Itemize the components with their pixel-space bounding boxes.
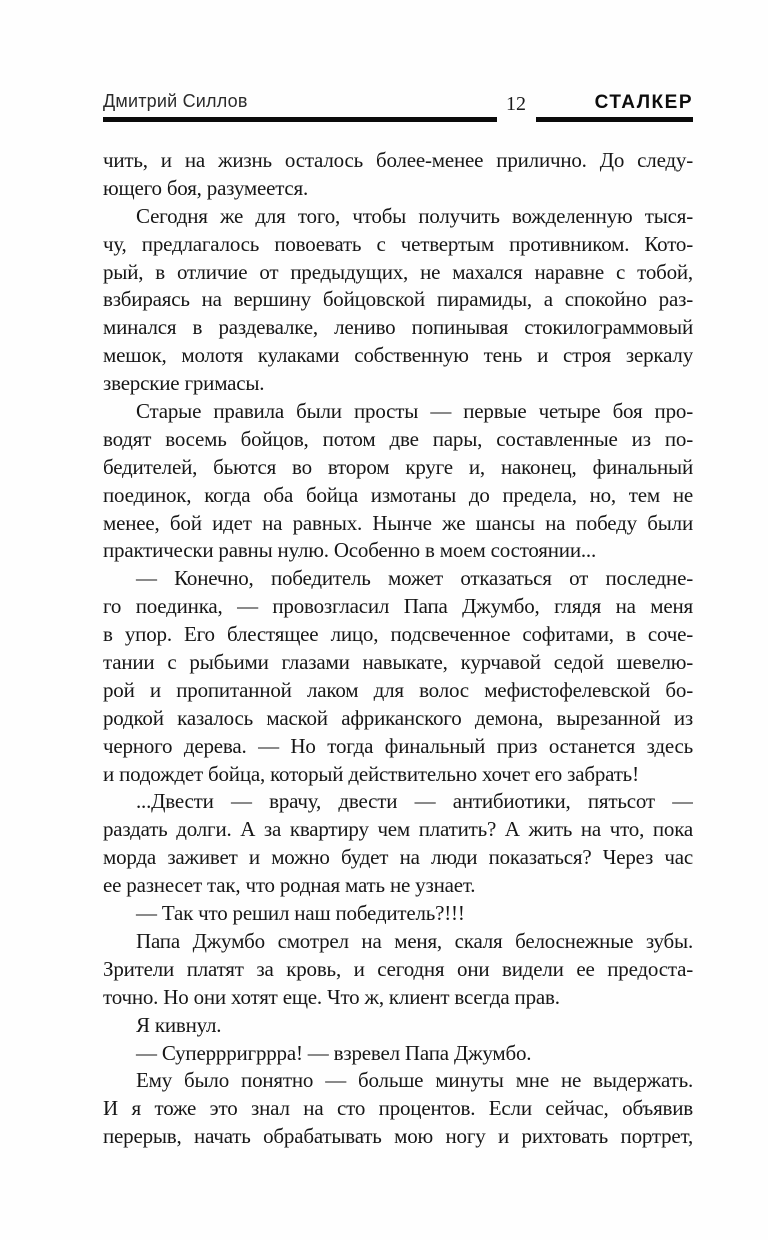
text-line: чу, предлагалось повоевать с четвертым противником. Кото- bbox=[103, 231, 693, 256]
text-line: Папа Джумбо смотрел на меня, скаля белоснежные зубы. bbox=[136, 928, 693, 953]
text-line: Я кивнул. bbox=[136, 1012, 222, 1037]
text-line: Сегодня же для того, чтобы получить вожделенную тыся- bbox=[136, 203, 693, 228]
text-line: практически равны нулю. Особенно в моем состоянии... bbox=[103, 538, 597, 563]
text-line: ее разнесет так, что родная мать не узнает. bbox=[103, 873, 476, 898]
text-line: зверские гримасы. bbox=[103, 371, 265, 396]
header-rule-left bbox=[103, 117, 497, 122]
header-rule-right bbox=[536, 117, 693, 122]
text-line: ...Двести — врачу, двести — антибиотики, пятьсот — bbox=[136, 789, 693, 814]
text-line: перерыв, начать обрабатывать мою ногу и рихтовать портрет, bbox=[103, 1124, 693, 1149]
text-line: ющего боя, разумеется. bbox=[103, 175, 309, 200]
text-line: черного дерева. — Но тогда финальный приз останется здесь bbox=[103, 733, 693, 758]
text-line: менее, бой идет на равных. Нынче же шансы на победу были bbox=[103, 510, 693, 535]
text-line: — Суперрригррра! — взревел Папа Джумбо. bbox=[136, 1040, 532, 1065]
text-line: водят восемь бойцов, потом две пары, составленные из по- bbox=[103, 426, 693, 451]
text-line: рой и пропитанной лаком для волос мефистофелевской бо- bbox=[103, 677, 693, 702]
text-line: поединок, когда оба бойца измотаны до предела, но, тем не bbox=[103, 482, 693, 507]
text-line: Зрители платят за кровь, и сегодня они видели ее предоста- bbox=[103, 956, 693, 981]
text-line: — Так что решил наш победитель?!!! bbox=[136, 901, 465, 926]
text-line: точно. Но они хотят еще. Что ж, клиент всегда прав. bbox=[103, 984, 560, 1009]
text-line: мешок, молотя кулаками собственную тень и строя зеркалу bbox=[103, 343, 693, 368]
text-line: бедителей, бьются во втором круге и, наконец, финальный bbox=[103, 454, 693, 479]
body-text bbox=[103, 147, 693, 1151]
text-line: раздать долги. А за квартиру чем платить? А жить на что, пока bbox=[103, 817, 693, 842]
text-line: морда заживет и можно будет на люди показаться? Через час bbox=[103, 845, 693, 870]
text-line: чить, и на жизнь осталось более-менее прилично. До следу- bbox=[103, 148, 693, 172]
text-line: И я тоже это знал на сто процентов. Если сейчас, объявив bbox=[103, 1096, 693, 1121]
text-line: взбираясь на вершину бойцовской пирамиды, а спокойно раз- bbox=[103, 287, 693, 312]
text-line: в упор. Его блестящее лицо, подсвеченное софитами, в соче- bbox=[103, 622, 693, 647]
text-line: Старые правила были просты — первые четыре боя про- bbox=[136, 399, 693, 424]
text-line: тании с рыбьими глазами навыкате, курчавой седой шевелю- bbox=[103, 650, 693, 675]
author-name: Дмитрий Силлов bbox=[103, 91, 248, 111]
text-line: минался в раздевалке, лениво попинывая стокилограммовый bbox=[103, 315, 693, 340]
page-number: 12 bbox=[506, 93, 526, 115]
series-title: СТАЛКЕР bbox=[594, 92, 693, 113]
text-line: Ему было понятно — больше минуты мне не выдержать. bbox=[136, 1068, 693, 1093]
text-line: рый, в отличие от предыдущих, не махался наравне с тобой, bbox=[103, 259, 693, 284]
text-line: и подождет бойца, который действительно хочет его забрать! bbox=[103, 761, 639, 786]
text-line: родкой казалось маской африканского демона, вырезанной из bbox=[103, 705, 693, 730]
text-line: — Конечно, победитель может отказаться от последне- bbox=[136, 566, 693, 591]
text-line: го поединка, — провозгласил Папа Джумбо, глядя на меня bbox=[103, 594, 693, 619]
